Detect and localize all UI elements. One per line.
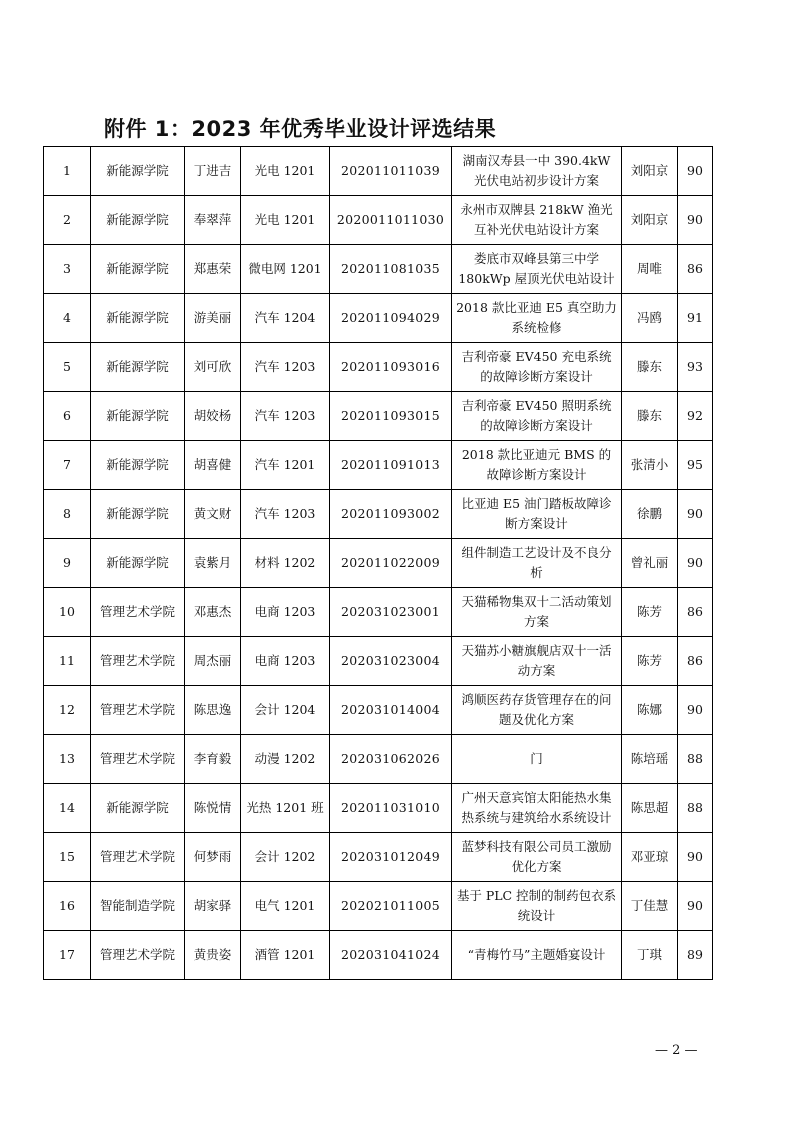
table-row — [44, 588, 713, 637]
school-cell: 新能源学院 — [91, 196, 185, 245]
school-cell: 智能制造学院 — [91, 882, 185, 931]
school-cell: 新能源学院 — [91, 294, 185, 343]
advisor-cell: 周唯 — [622, 245, 678, 294]
student-id-cell: 202011093016 — [330, 343, 452, 392]
student-id-cell: 202021011005 — [330, 882, 452, 931]
table-row — [44, 343, 713, 392]
student-id-cell: 202031014004 — [330, 686, 452, 735]
student-id-cell: 202011093002 — [330, 490, 452, 539]
school-cell: 新能源学院 — [91, 147, 185, 196]
design-topic-cell: 基于 PLC 控制的制药包衣系统设计 — [452, 882, 622, 931]
table-row — [44, 196, 713, 245]
design-topic-cell: 组件制造工艺设计及不良分析 — [452, 539, 622, 588]
design-topic-cell: 天猫稀物集双十二活动策划方案 — [452, 588, 622, 637]
score-cell: 90 — [678, 833, 713, 882]
school-cell: 新能源学院 — [91, 245, 185, 294]
class-cell: 汽车 1204 — [241, 294, 330, 343]
student-name-cell: 胡姣杨 — [185, 392, 241, 441]
advisor-cell: 刘阳京 — [622, 196, 678, 245]
row-number: 12 — [44, 686, 91, 735]
student-name-cell: 邓惠杰 — [185, 588, 241, 637]
advisor-cell: 滕东 — [622, 392, 678, 441]
class-cell: 会计 1202 — [241, 833, 330, 882]
student-name-cell: 胡喜健 — [185, 441, 241, 490]
school-cell: 新能源学院 — [91, 343, 185, 392]
table-row — [44, 833, 713, 882]
score-cell: 90 — [678, 539, 713, 588]
advisor-cell: 邓亚琼 — [622, 833, 678, 882]
student-id-cell: 202011031010 — [330, 784, 452, 833]
row-number: 1 — [44, 147, 91, 196]
design-topic-cell: 广州天意宾馆太阳能热水集热系统与建筑给水系统设计 — [452, 784, 622, 833]
score-cell: 90 — [678, 490, 713, 539]
table-row — [44, 539, 713, 588]
advisor-cell: 陈培瑶 — [622, 735, 678, 784]
school-cell: 新能源学院 — [91, 392, 185, 441]
score-cell: 89 — [678, 931, 713, 980]
student-id-cell: 202011091013 — [330, 441, 452, 490]
class-cell: 酒管 1201 — [241, 931, 330, 980]
student-id-cell: 2020011011030 — [330, 196, 452, 245]
class-cell: 会计 1204 — [241, 686, 330, 735]
score-cell: 93 — [678, 343, 713, 392]
student-name-cell: 刘可欣 — [185, 343, 241, 392]
student-name-cell: 李育毅 — [185, 735, 241, 784]
advisor-cell: 陈娜 — [622, 686, 678, 735]
row-number: 15 — [44, 833, 91, 882]
row-number: 2 — [44, 196, 91, 245]
design-topic-cell: 永州市双牌县 218kW 渔光互补光伏电站设计方案 — [452, 196, 622, 245]
score-cell: 95 — [678, 441, 713, 490]
page-title: 附件 1：2023 年优秀毕业设计评选结果 — [104, 117, 497, 141]
row-number: 7 — [44, 441, 91, 490]
class-cell: 微电网 1201 — [241, 245, 330, 294]
table-row — [44, 735, 713, 784]
row-number: 16 — [44, 882, 91, 931]
student-id-cell: 202031012049 — [330, 833, 452, 882]
class-cell: 光电 1201 — [241, 196, 330, 245]
student-id-cell: 202031041024 — [330, 931, 452, 980]
student-name-cell: 丁进吉 — [185, 147, 241, 196]
table-row — [44, 784, 713, 833]
student-name-cell: 胡家驿 — [185, 882, 241, 931]
student-name-cell: 袁紫月 — [185, 539, 241, 588]
design-topic-cell: 吉利帝豪 EV450 照明系统的故障诊断方案设计 — [452, 392, 622, 441]
page-number: — 2 — — [655, 1043, 698, 1058]
student-name-cell: 黄文财 — [185, 490, 241, 539]
student-id-cell: 202031023001 — [330, 588, 452, 637]
design-topic-cell: 2018 款比亚迪 E5 真空助力系统检修 — [452, 294, 622, 343]
school-cell: 管理艺术学院 — [91, 637, 185, 686]
class-cell: 电气 1201 — [241, 882, 330, 931]
design-topic-cell: 2018 款比亚迪元 BMS 的故障诊断方案设计 — [452, 441, 622, 490]
row-number: 17 — [44, 931, 91, 980]
student-name-cell: 郑惠荣 — [185, 245, 241, 294]
row-number: 3 — [44, 245, 91, 294]
row-number: 5 — [44, 343, 91, 392]
student-name-cell: 游美丽 — [185, 294, 241, 343]
row-number: 11 — [44, 637, 91, 686]
design-topic-cell: “青梅竹马”主题婚宴设计 — [452, 931, 622, 980]
advisor-cell: 张清小 — [622, 441, 678, 490]
school-cell: 管理艺术学院 — [91, 686, 185, 735]
score-cell: 90 — [678, 147, 713, 196]
student-name-cell: 何梦雨 — [185, 833, 241, 882]
score-cell: 90 — [678, 196, 713, 245]
results-table — [43, 146, 713, 980]
class-cell: 汽车 1203 — [241, 490, 330, 539]
table-row — [44, 294, 713, 343]
class-cell: 动漫 1202 — [241, 735, 330, 784]
class-cell: 光热 1201 班 — [241, 784, 330, 833]
school-cell: 新能源学院 — [91, 441, 185, 490]
score-cell: 86 — [678, 588, 713, 637]
class-cell: 电商 1203 — [241, 588, 330, 637]
results-table-body — [44, 147, 713, 980]
row-number: 9 — [44, 539, 91, 588]
table-row — [44, 686, 713, 735]
student-name-cell: 陈思逸 — [185, 686, 241, 735]
design-topic-cell: 吉利帝豪 EV450 充电系统的故障诊断方案设计 — [452, 343, 622, 392]
advisor-cell: 刘阳京 — [622, 147, 678, 196]
row-number: 8 — [44, 490, 91, 539]
score-cell: 90 — [678, 686, 713, 735]
score-cell: 92 — [678, 392, 713, 441]
student-id-cell: 202011081035 — [330, 245, 452, 294]
table-row — [44, 147, 713, 196]
student-name-cell: 奉翠萍 — [185, 196, 241, 245]
class-cell: 汽车 1203 — [241, 392, 330, 441]
school-cell: 新能源学院 — [91, 490, 185, 539]
advisor-cell: 丁琪 — [622, 931, 678, 980]
score-cell: 88 — [678, 784, 713, 833]
table-row — [44, 441, 713, 490]
school-cell: 管理艺术学院 — [91, 735, 185, 784]
design-topic-cell: 门 — [452, 735, 622, 784]
student-name-cell: 陈悦情 — [185, 784, 241, 833]
score-cell: 91 — [678, 294, 713, 343]
table-row — [44, 882, 713, 931]
design-topic-cell: 娄底市双峰县第三中学 180kWp 屋顶光伏电站设计 — [452, 245, 622, 294]
design-topic-cell: 湖南汉寿县一中 390.4kW 光伏电站初步设计方案 — [452, 147, 622, 196]
design-topic-cell: 蓝梦科技有限公司员工激励优化方案 — [452, 833, 622, 882]
class-cell: 电商 1203 — [241, 637, 330, 686]
school-cell: 新能源学院 — [91, 539, 185, 588]
score-cell: 86 — [678, 637, 713, 686]
design-topic-cell: 天猫苏小糖旗舰店双十一活动方案 — [452, 637, 622, 686]
advisor-cell: 陈芳 — [622, 637, 678, 686]
class-cell: 光电 1201 — [241, 147, 330, 196]
score-cell: 90 — [678, 882, 713, 931]
advisor-cell: 曾礼丽 — [622, 539, 678, 588]
table-row — [44, 392, 713, 441]
class-cell: 汽车 1203 — [241, 343, 330, 392]
advisor-cell: 滕东 — [622, 343, 678, 392]
student-id-cell: 202031062026 — [330, 735, 452, 784]
advisor-cell: 徐鹏 — [622, 490, 678, 539]
student-id-cell: 202011094029 — [330, 294, 452, 343]
student-id-cell: 202011011039 — [330, 147, 452, 196]
student-id-cell: 202031023004 — [330, 637, 452, 686]
student-name-cell: 黄贵姿 — [185, 931, 241, 980]
school-cell: 管理艺术学院 — [91, 588, 185, 637]
design-topic-cell: 比亚迪 E5 油门踏板故障诊断方案设计 — [452, 490, 622, 539]
class-cell: 汽车 1201 — [241, 441, 330, 490]
school-cell: 管理艺术学院 — [91, 931, 185, 980]
table-row — [44, 637, 713, 686]
student-id-cell: 202011022009 — [330, 539, 452, 588]
table-row — [44, 245, 713, 294]
score-cell: 88 — [678, 735, 713, 784]
school-cell: 管理艺术学院 — [91, 833, 185, 882]
school-cell: 新能源学院 — [91, 784, 185, 833]
table-row — [44, 931, 713, 980]
advisor-cell: 陈思超 — [622, 784, 678, 833]
advisor-cell: 陈芳 — [622, 588, 678, 637]
row-number: 10 — [44, 588, 91, 637]
design-topic-cell: 鸿顺医药存货管理存在的问题及优化方案 — [452, 686, 622, 735]
student-id-cell: 202011093015 — [330, 392, 452, 441]
row-number: 14 — [44, 784, 91, 833]
advisor-cell: 丁佳慧 — [622, 882, 678, 931]
row-number: 4 — [44, 294, 91, 343]
student-name-cell: 周杰丽 — [185, 637, 241, 686]
row-number: 13 — [44, 735, 91, 784]
class-cell: 材料 1202 — [241, 539, 330, 588]
score-cell: 86 — [678, 245, 713, 294]
row-number: 6 — [44, 392, 91, 441]
advisor-cell: 冯鸥 — [622, 294, 678, 343]
table-row — [44, 490, 713, 539]
